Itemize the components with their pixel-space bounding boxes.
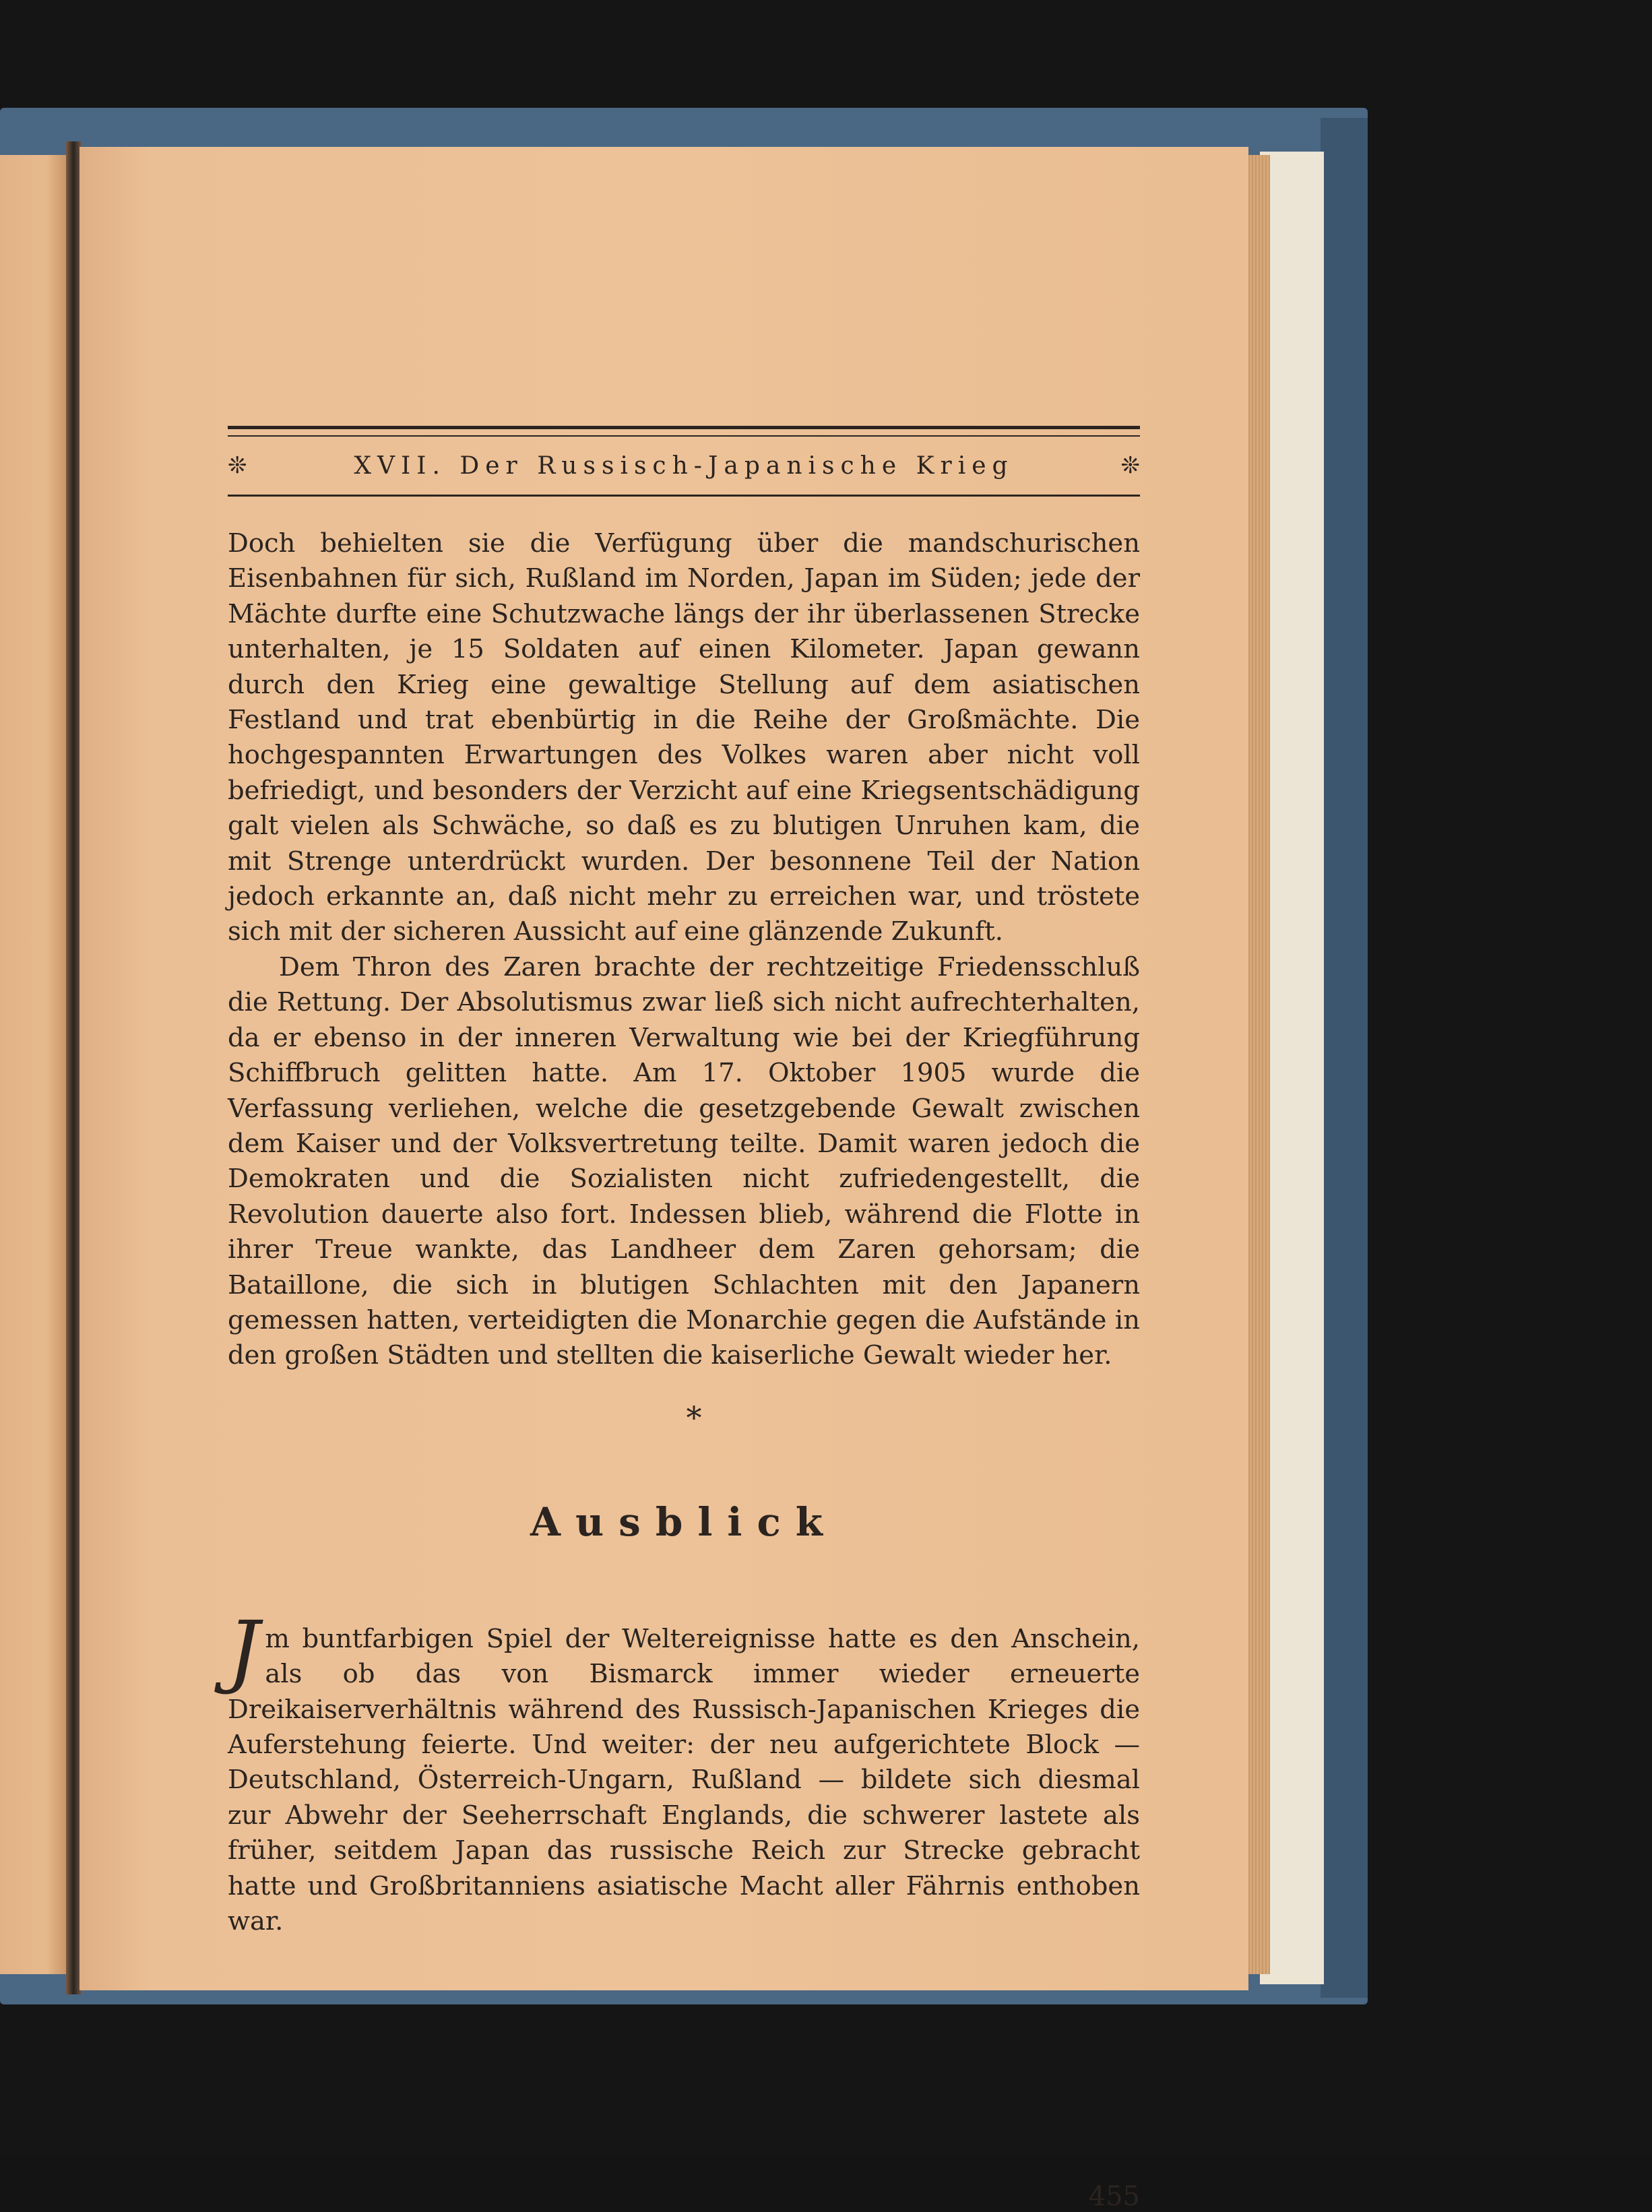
paragraph-1: Doch behielten sie die Verfügung über die mandschurischen Eisenbahnen für sich, Rußland im Norden, Japan im Süden; jede der Mächte durfte eine Schutzwache längs der ihr überlassenen Strecke unterhalten, je 15 Soldaten auf einen Kilometer. Japan gewann durch den Krieg eine gewaltige Stellung auf dem asiatischen Festland und trat ebenbürtig in die Reihe der Großmächte. Die hochgespannten Erwartungen des Volkes waren aber nicht voll befriedigt, und besonders der Verzicht auf eine Kriegsentschädigung galt vielen als Schwäche, so daß es zu blutigen Unruhen kam, die mit Strenge unterdrückt wurden. Der besonnene Teil der Nation jedoch erkannte an, daß nicht mehr zu erreichen war, und tröstete sich mit der sicheren Aussicht auf eine glänzende Zukunft.: [228, 528, 1140, 947]
book-gutter: [66, 141, 81, 1994]
drop-cap: J: [228, 1603, 260, 1697]
section-separator: *: [686, 1399, 702, 1436]
page-content: [228, 426, 1140, 2212]
chapter-title: XVII. Der Russisch-Japanische Krieg: [354, 451, 1014, 480]
book-cover-edge: [1321, 118, 1368, 1998]
book-page: [80, 147, 1248, 2212]
paragraph-2: Dem Thron des Zaren brachte der rechtzeitige Friedensschluß die Rettung. Der Absolutismus zwar ließ sich nicht aufrechterhalten, da er ebenso in der inneren Verwaltung wie bei der Kriegführung Schiffbruch gelitten hatte. Am 17. Oktober 1905 wurde die Verfassung verliehen, welche die gesetzgebende Gewalt zwischen dem Kaiser und der Volksvertretung teilte. Damit waren jedoch die Demokraten und die Sozialisten nicht zufriedengestellt, die Revolution dauerte also fort. Indessen blieb, während die Flotte in ihrer Treue wankte, das Landheer dem Zaren gehorsam; die Bataillone, die sich in blutigen Schlachten mit den Japanern gemessen hatten, verteidigten die Monarchie gegen die Aufstände in den großen Städten und stellten die kaiserliche Gewalt wieder her.: [228, 951, 1140, 1371]
ornament-left-icon: ❊: [228, 452, 247, 479]
section-paragraph-text: m buntfarbigen Spiel der Weltereignisse hatte es den Anschein, als ob das von Bismarck immer wieder erneuerte Dreikaiserverhältnis während des Russisch-Japanischen Krieges die Auferstehung feierte. Und weiter: der neu aufgerichtete Block — Deutschland, Österreich-Ungarn, Rußland — bildete sich diesmal zur Abwehr der Seeherrschaft Englands, die schwerer lastete als früher, seitdem Japan das russische Reich zur Strecke gebracht hatte und Großbritanniens asiatische Macht aller Fährnis enthoben war.: [228, 1623, 1140, 1936]
section-paragraph: [228, 1603, 1140, 1940]
running-head: [228, 437, 1140, 495]
header-rule-bottom: [228, 495, 1140, 497]
page-number: 455: [1088, 2181, 1140, 2212]
section-heading: Ausblick: [530, 1498, 837, 1545]
ornament-right-icon: ❊: [1120, 452, 1140, 479]
header-rule-thick: [228, 426, 1140, 429]
left-page: [0, 155, 66, 1974]
